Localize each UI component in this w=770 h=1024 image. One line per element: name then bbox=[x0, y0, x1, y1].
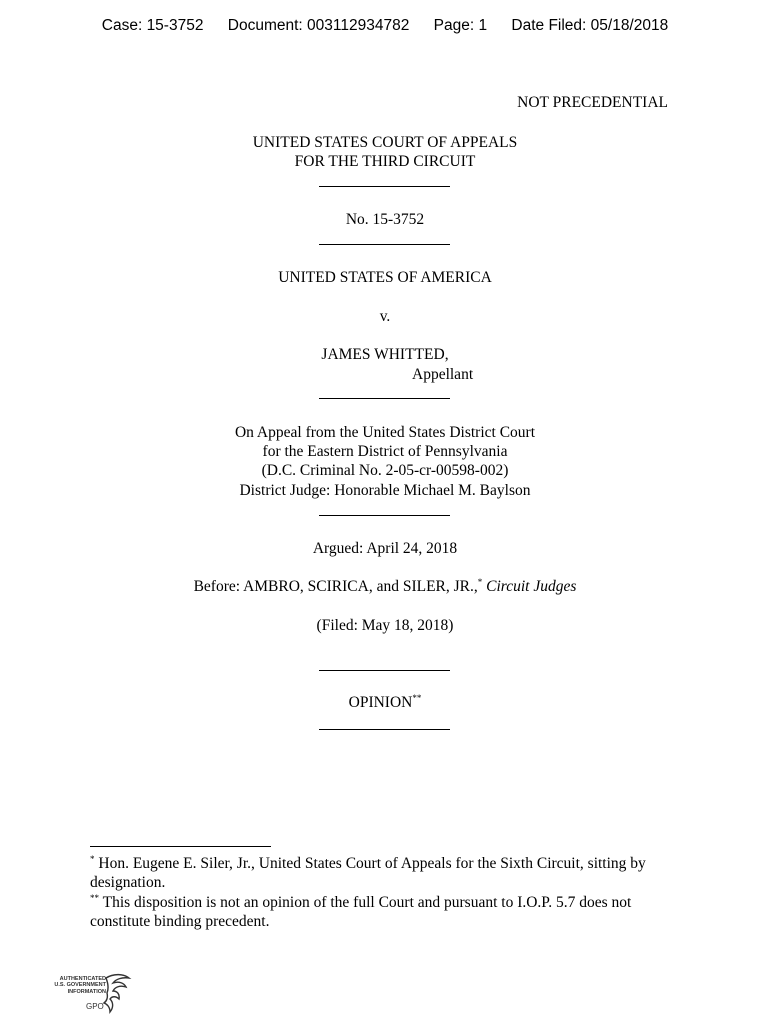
footnote-2 bbox=[90, 893, 680, 931]
divider bbox=[319, 515, 450, 516]
seal-line1: AUTHENTICATED bbox=[59, 976, 106, 982]
divider bbox=[319, 244, 450, 245]
header-date-filed: Date Filed: 05/18/2018 bbox=[511, 17, 669, 34]
court-name-line1: UNITED STATES COURT OF APPEALS bbox=[252, 134, 518, 151]
before-text: Before: AMBRO, SCIRICA, and SILER, JR., bbox=[193, 578, 478, 595]
versus: v. bbox=[379, 308, 391, 325]
header-case: Case: 15-3752 bbox=[101, 17, 204, 34]
appeal-line3: (D.C. Criminal No. 2-05-cr-00598-002) bbox=[261, 462, 509, 479]
header-page: Page: 1 bbox=[433, 17, 488, 34]
appeal-line4: District Judge: Honorable Michael M. Baylson bbox=[239, 482, 531, 499]
argued-date: Argued: April 24, 2018 bbox=[312, 540, 458, 557]
court-name-line2: FOR THE THIRD CIRCUIT bbox=[294, 153, 476, 170]
footnote-separator bbox=[90, 846, 271, 847]
footnote-mark: ** bbox=[412, 692, 422, 703]
appeal-line2: for the Eastern District of Pennsylvania bbox=[262, 443, 508, 460]
footnote-mark: ** bbox=[90, 892, 99, 903]
precedential-status: NOT PRECEDENTIAL bbox=[517, 94, 668, 111]
seal-gpo: GPO bbox=[86, 1002, 104, 1011]
appeal-line1: On Appeal from the United States District Court bbox=[234, 424, 536, 441]
circuit-judges-title: Circuit Judges bbox=[486, 578, 577, 595]
before-judges bbox=[0, 577, 770, 596]
footnote-mark: * bbox=[90, 853, 95, 864]
opinion-label: OPINION bbox=[348, 694, 413, 711]
plaintiff: UNITED STATES OF AMERICA bbox=[278, 269, 492, 286]
seal-text bbox=[44, 976, 106, 995]
footnote-text: This disposition is not an opinion of the full Court and pursuant to I.O.P. 5.7 does not constitute binding precedent. bbox=[90, 894, 632, 930]
seal-line3: INFORMATION bbox=[67, 988, 106, 995]
header-document: Document: 003112934782 bbox=[227, 17, 410, 34]
page-header bbox=[0, 17, 770, 35]
eagle-icon bbox=[102, 972, 132, 1016]
footnote-text: Hon. Eugene E. Siler, Jr., United States Court of Appeals for the Sixth Circuit, sitting by designation. bbox=[90, 855, 646, 891]
footnote-1 bbox=[90, 854, 680, 892]
appellant-role: Appellant bbox=[412, 366, 474, 383]
footnote-mark: * bbox=[477, 576, 483, 587]
seal-line2: U.S. GOVERNMENT bbox=[54, 982, 106, 989]
opinion-heading bbox=[0, 693, 770, 712]
gpo-authentication-seal bbox=[44, 972, 134, 1018]
case-number: No. 15-3752 bbox=[345, 211, 425, 228]
divider bbox=[319, 186, 450, 187]
divider bbox=[319, 398, 450, 399]
divider bbox=[319, 670, 450, 671]
defendant: JAMES WHITTED, bbox=[321, 346, 449, 363]
filed-date: (Filed: May 18, 2018) bbox=[316, 617, 454, 634]
divider bbox=[319, 729, 450, 730]
